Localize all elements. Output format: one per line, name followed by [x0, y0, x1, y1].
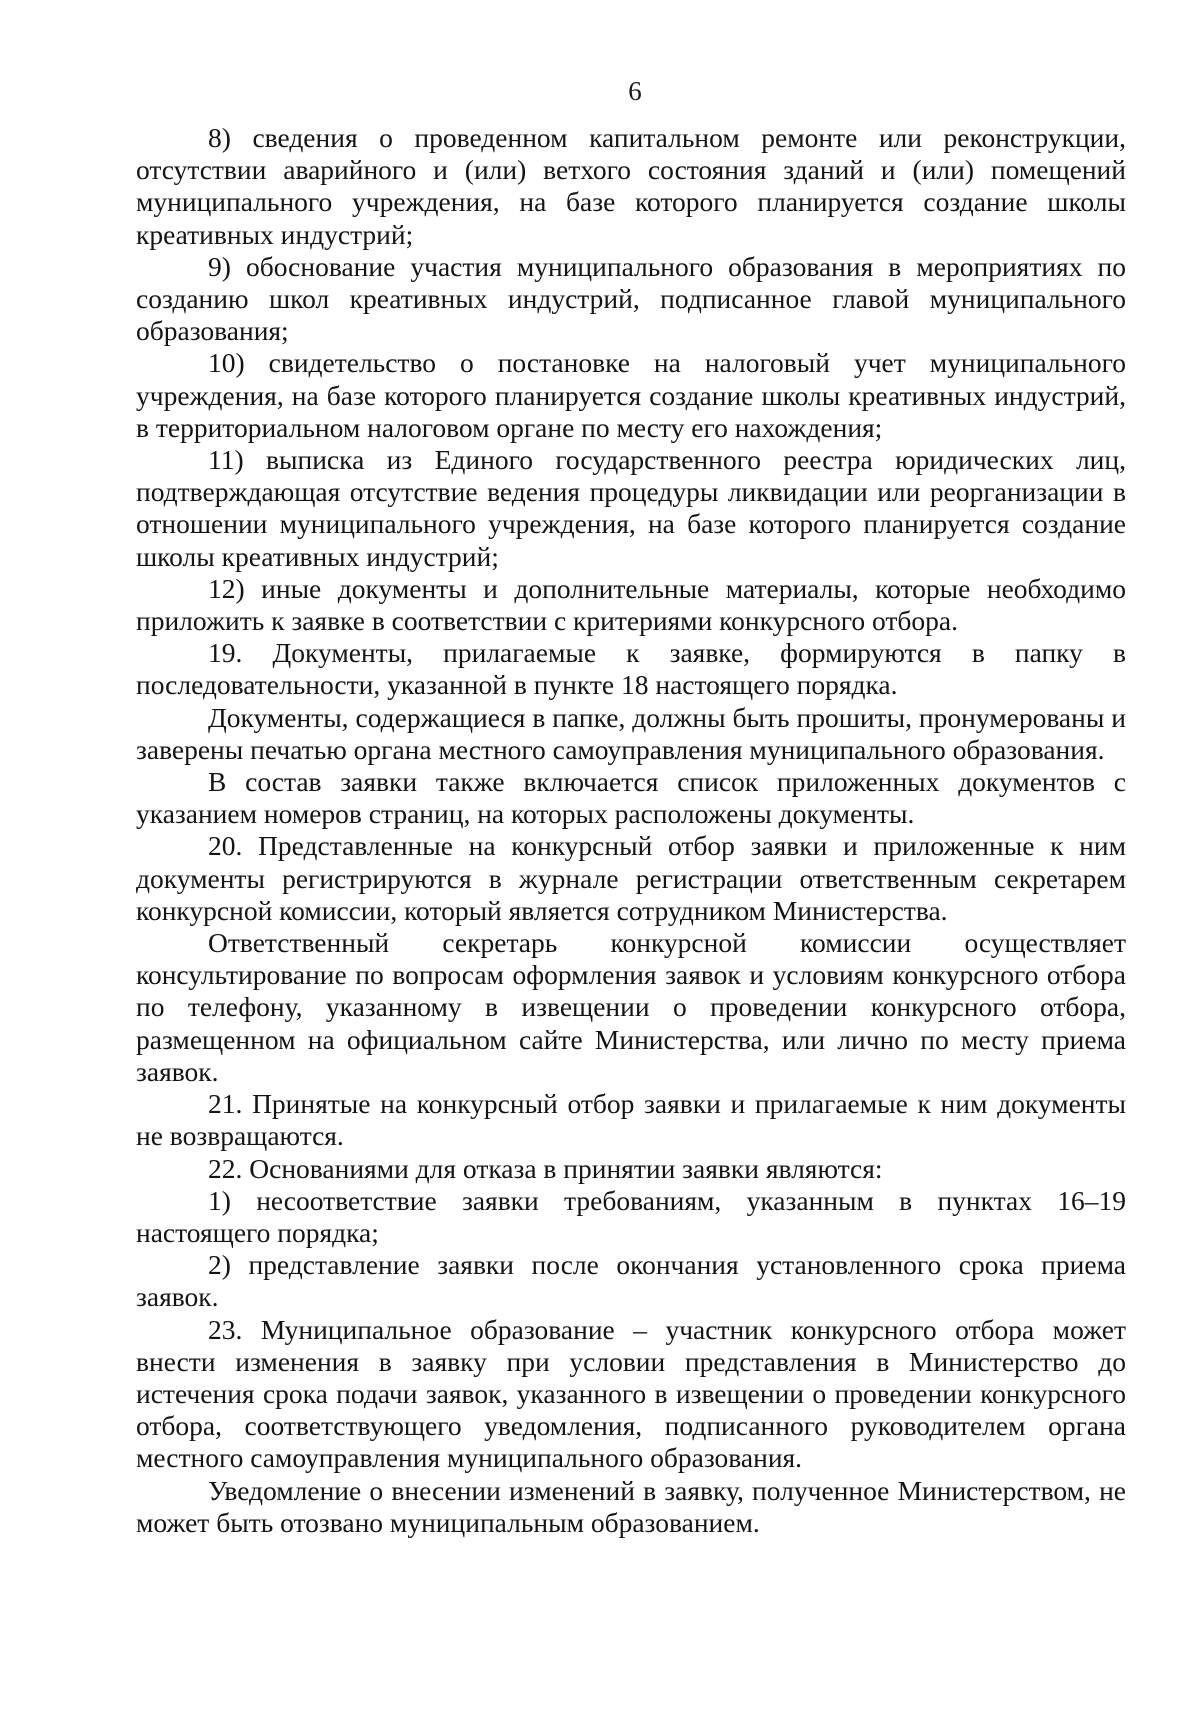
page-number: 6 [628, 76, 642, 106]
paragraph-clause-20: 20. Представленные на конкурсный отбор заявки и приложенные к ним документы регистрируются в журнале регистрации ответственным секретарем конкурсной комиссии, который является сотрудником Министерства. [136, 830, 1126, 926]
paragraph-refusal-reason-1: 1) несоответствие заявки требованиям, указанным в пунктах 16–19 настоящего порядка; [136, 1184, 1126, 1248]
paragraph-clause-21: 21. Принятые на конкурсный отбор заявки и прилагаемые к ним документы не возвращаются. [136, 1088, 1126, 1152]
paragraph-change-notice: Уведомление о внесении изменений в заявку, полученное Министерством, не может быть отозвано муниципальным образованием. [136, 1474, 1126, 1538]
paragraph-secretary-consulting: Ответственный секретарь конкурсной комиссии осуществляет консультирование по вопросам оформления заявок и условиям конкурсного отбора по телефону, указанному в извещении о проведении конкурсного отбора, размещенном на официальном сайте Министерства, или лично по месту приема заявок. [136, 927, 1126, 1087]
paragraph-folder-requirements: Документы, содержащиеся в папке, должны быть прошиты, пронумерованы и заверены печатью органа местного самоуправления муниципального образования. [136, 701, 1126, 765]
paragraph-item-11: 11) выписка из Единого государственного реестра юридических лиц, подтверждающая отсутствие ведения процедуры ликвидации или реорганизации в отношении муниципального учреждения, на базе которого планируется создание школы креативных индустрий; [136, 444, 1126, 572]
paragraph-clause-23: 23. Муниципальное образование – участник конкурсного отбора может внести изменения в заявку при условии представления в Министерство до истечения срока подачи заявок, указанного в извещении о проведении конкурсного отбора, соответствующего уведомления, подписанного руководителем органа местного самоуправления муниципального образования. [136, 1313, 1126, 1474]
paragraph-refusal-reason-2: 2) представление заявки после окончания установленного срока приема заявок. [136, 1249, 1126, 1313]
paragraph-item-12: 12) иные документы и дополнительные материалы, которые необходимо приложить к заявке в соответствии с критериями конкурсного отбора. [136, 572, 1126, 637]
paragraph-item-9: 9) обоснование участия муниципального образования в мероприятиях по созданию школ креативных индустрий, подписанное главой муниципального образования; [136, 250, 1126, 347]
paragraph-clause-22: 22. Основаниями для отказа в принятии заявки являются: [208, 1152, 883, 1184]
paragraph-item-10: 10) свидетельство о постановке на налоговый учет муниципального учреждения, на базе которого планируется создание школы креативных индустрий, в территориальном налоговом органе по месту его нахождения; [136, 347, 1126, 443]
paragraph-document-list: В состав заявки также включается список приложенных документов с указанием номеров страниц, на которых расположены документы. [136, 766, 1126, 830]
paragraph-item-8: 8) сведения о проведенном капитальном ремонте или реконструкции, отсутствии аварийного и (или) ветхого состояния зданий и (или) помещений муниципального учреждения, на базе которого планируется создание школы креативных индустрий; [136, 122, 1126, 250]
paragraph-clause-19: 19. Документы, прилагаемые к заявке, формируются в папку в последовательности, указанной в пункте 18 настоящего порядка. [136, 637, 1126, 701]
document-body [136, 122, 1126, 1539]
